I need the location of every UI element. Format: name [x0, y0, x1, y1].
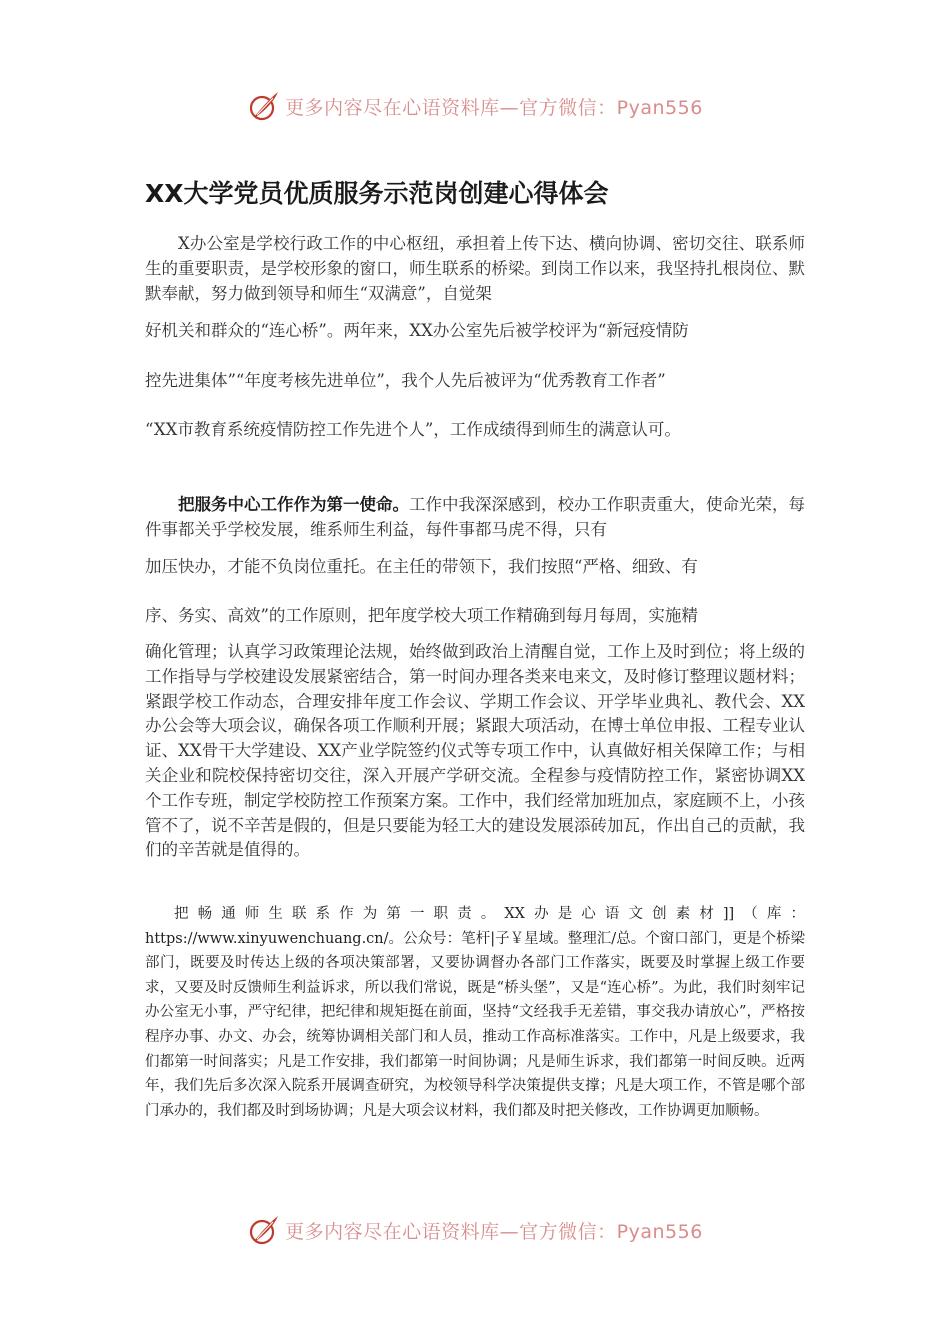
paragraph-service-line-1: 工作中我深深感到，校办工作职责重大，使命光荣，每件事都关乎学校发展，维系师生利益，每件事都马虎不得，只有 — [145, 495, 805, 539]
paragraph-service-lead: 把服务中心工作作为第一使命。 — [178, 495, 409, 514]
paragraph-intro-line-1: X办公室是学校行政工作的中心枢纽，承担着上传下达、横向协调、密切交往、联系师生的重要职责，是学校形象的窗口，师生联系的桥梁。到岗工作以来，我坚持扎根岗位、默默奉献，努力做到领导和师生“双满意”，自觉架 — [145, 234, 805, 303]
footer-banner — [0, 1208, 950, 1252]
paragraph-service-rest: 确化管理；认真学习政策理论法规，始终做到政治上清醒自觉，工作上及时到位；将上级的工作指导与学校建设发展紧密结合，第一时间办理各类来电来文，及时修订整理议题材料；紧跟学校工作动态，合理安排年度工作会议、学期工作会议、开学毕业典礼、教代会、XX办公会等大项会议，确保各项工作顺利开展；紧跟大项活动，在博士单位申报、工程专业认证、XX骨干大学建设、XX产业学院签约仪式等专项工作中，认真做好相关保障工作；与相关企业和院校保持密切交往，深入开展产学研交流。全程参与疫情防控工作，紧密协调XX个工作专班，制定学校防控工作预案方案。工作中，我们经常加班加点，家庭顾不上，小孩管不了，说不辛苦是假的，但是只要能为轻工大的建设发展添砖加瓦，作出自己的贡献，我们的辛苦就是值得的。 — [145, 642, 805, 860]
banner-text: 更多内容尽在心语资料库—官方微信：Pyan556 — [285, 96, 703, 119]
banner-text: 更多内容尽在心语资料库—官方微信：Pyan556 — [285, 1220, 703, 1243]
document-title: XX大学党员优质服务示范岗创建心得体会 — [145, 179, 609, 208]
paragraph-service-line-3: 序、务实、高效”的工作原则，把年度学校大项工作精确到每月每周，实施精 — [145, 606, 698, 625]
quill-logo-icon — [247, 89, 281, 123]
paragraph-intro-line-2: 好机关和群众的“连心桥”。两年来，XX办公室先后被学校评为“新冠疫情防 — [145, 321, 689, 340]
paragraph-service-mission — [145, 492, 805, 863]
header-banner — [0, 84, 950, 128]
paragraph-intro-line-4: “XX市教育系统疫情防控工作先进个人”，工作成绩得到师生的满意认可。 — [145, 420, 681, 439]
paragraph-service-line-2: 加压快办，才能不负岗位重托。在主任的带领下，我们按照“严格、细致、有 — [145, 557, 698, 576]
paragraph-liaison-duty: 把畅通师生联系作为第一职责。XX办是心语文创素材]]（库：https://www.xinyuwenchuang.cn/。公众号：笔杆|子￥星域。整理汇/总。个窗口部门，更是个桥梁部门，既要及时传达上级的各项决策部署，又要协调督办各部门工作落实，既要及时掌握上级工作要求，又要及时反馈师生利益诉求，所以我们常说，既是“桥头堡”，又是“连心桥”。为此，我们时刻牢记办公室无小事，严守纪律，把纪律和规矩挺在前面，坚持“文经我手无差错，事交我办请放心”，严格按程序办事、办文、办会，统筹协调相关部门和人员，推动工作高标准落实。工作中，凡是上级要求，我们都第一时间落实；凡是工作安排，我们都第一时间协调；凡是师生诉求，我们都第一时间反映。近两年，我们先后多次深入院系开展调查研究，为校领导科学决策提供支撑；凡是大项工作，不管是哪个部门承办的，我们都及时到场协调；凡是大项会议材料，我们都及时把关修改，工作协调更加顺畅。 — [145, 906, 805, 1119]
quill-logo-icon — [247, 1213, 281, 1247]
paragraph-intro-line-3: 控先进集体”“年度考核先进单位”，我个人先后被评为“优秀教育工作者” — [145, 370, 666, 390]
paragraph-intro — [145, 231, 805, 455]
